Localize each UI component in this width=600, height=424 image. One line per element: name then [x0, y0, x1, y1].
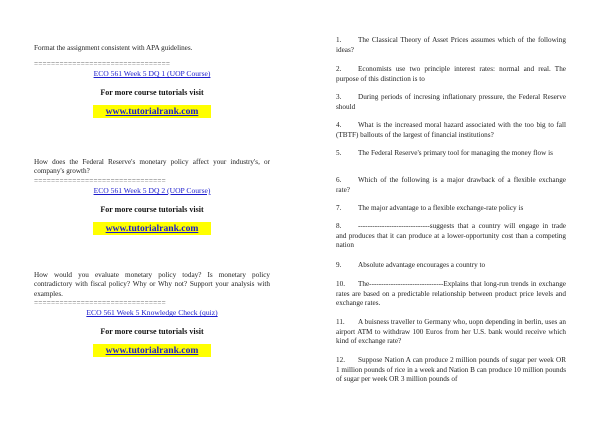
- question-item: 8. ------------------------------suggests that a country will engage in trade and produces that it can produce at a lower-opportunity cost than a competing nation: [336, 222, 566, 250]
- section-dq2: [34, 158, 270, 235]
- question-item: 6. Which of the following is a major drawback of a flexible exchange rate?: [336, 176, 566, 194]
- question-item: 10. The-------------------------------Explains that long-run trends in exchange rates are based on a predictable relationship between product price levels and exchange rates.: [336, 280, 566, 308]
- separator: ===============================: [34, 299, 166, 308]
- separator: ================================: [34, 60, 171, 69]
- intro-text: How does the Federal Reserve's monetary policy affect your industry's, or company's growth?: [34, 158, 270, 176]
- visit-text: For more course tutorials visit: [100, 327, 204, 337]
- course-link-knowledge-check[interactable]: ECO 561 Week 5 Knowledge Check (quiz): [86, 308, 218, 318]
- question-item: 2. Economists use two principle interest rates: normal and real. The purpose of this distinction is to: [336, 65, 566, 83]
- question-item: 7. The major advantage to a flexible exchange-rate policy is: [336, 204, 524, 212]
- course-link-dq2[interactable]: ECO 561 Week 5 DQ 2 (UOP Course): [93, 185, 211, 195]
- question-item: 12. Suppose Nation A can produce 2 million pounds of sugar per week OR 1 million pounds of rice in a week and Nation B can produce 10 million pounds of sugar per week OR 3 million pounds of: [336, 356, 566, 384]
- question-item: 11. A buisness traveller to Germany who, uopn depending in berlin, uses an airport ATM to withdraw 100 Euros from her U.S. bank would receive which kind of exchange rate?: [336, 318, 566, 346]
- question-item: 5. The Federal Reserve's primary tool for managing the money flow is: [336, 149, 553, 157]
- site-link[interactable]: www.tutorialrank.com: [93, 222, 211, 235]
- site-link[interactable]: www.tutorialrank.com: [93, 105, 211, 118]
- question-item: 3. During periods of incresing inflationary pressure, the Federal Reserve should: [336, 93, 566, 111]
- intro-text: Format the assignment consistent with APA guidelines.: [34, 44, 193, 52]
- site-link[interactable]: www.tutorialrank.com: [93, 344, 211, 357]
- section-dq1: [34, 44, 270, 118]
- visit-text: For more course tutorials visit: [100, 88, 204, 98]
- question-item: 1. The Classical Theory of Asset Prices assumes which of the following ideas?: [336, 36, 566, 54]
- separator: ===============================: [34, 176, 166, 185]
- section-knowledge-check: [34, 271, 270, 357]
- visit-text: For more course tutorials visit: [100, 204, 204, 214]
- question-item: 4. What is the increased moral hazard associated with the too big to fall (TBTF) ballouts of the largest of financial institutions?: [336, 121, 566, 139]
- intro-text: How would you evaluate monetary policy today? Is monetary policy contradictory with fiscal policy? Why or Why not? Support your analysis with examples.: [34, 271, 270, 298]
- course-link-dq1[interactable]: ECO 561 Week 5 DQ 1 (UOP Course): [93, 69, 211, 79]
- question-item: 9. Absolute advantage encourages a country to: [336, 261, 486, 269]
